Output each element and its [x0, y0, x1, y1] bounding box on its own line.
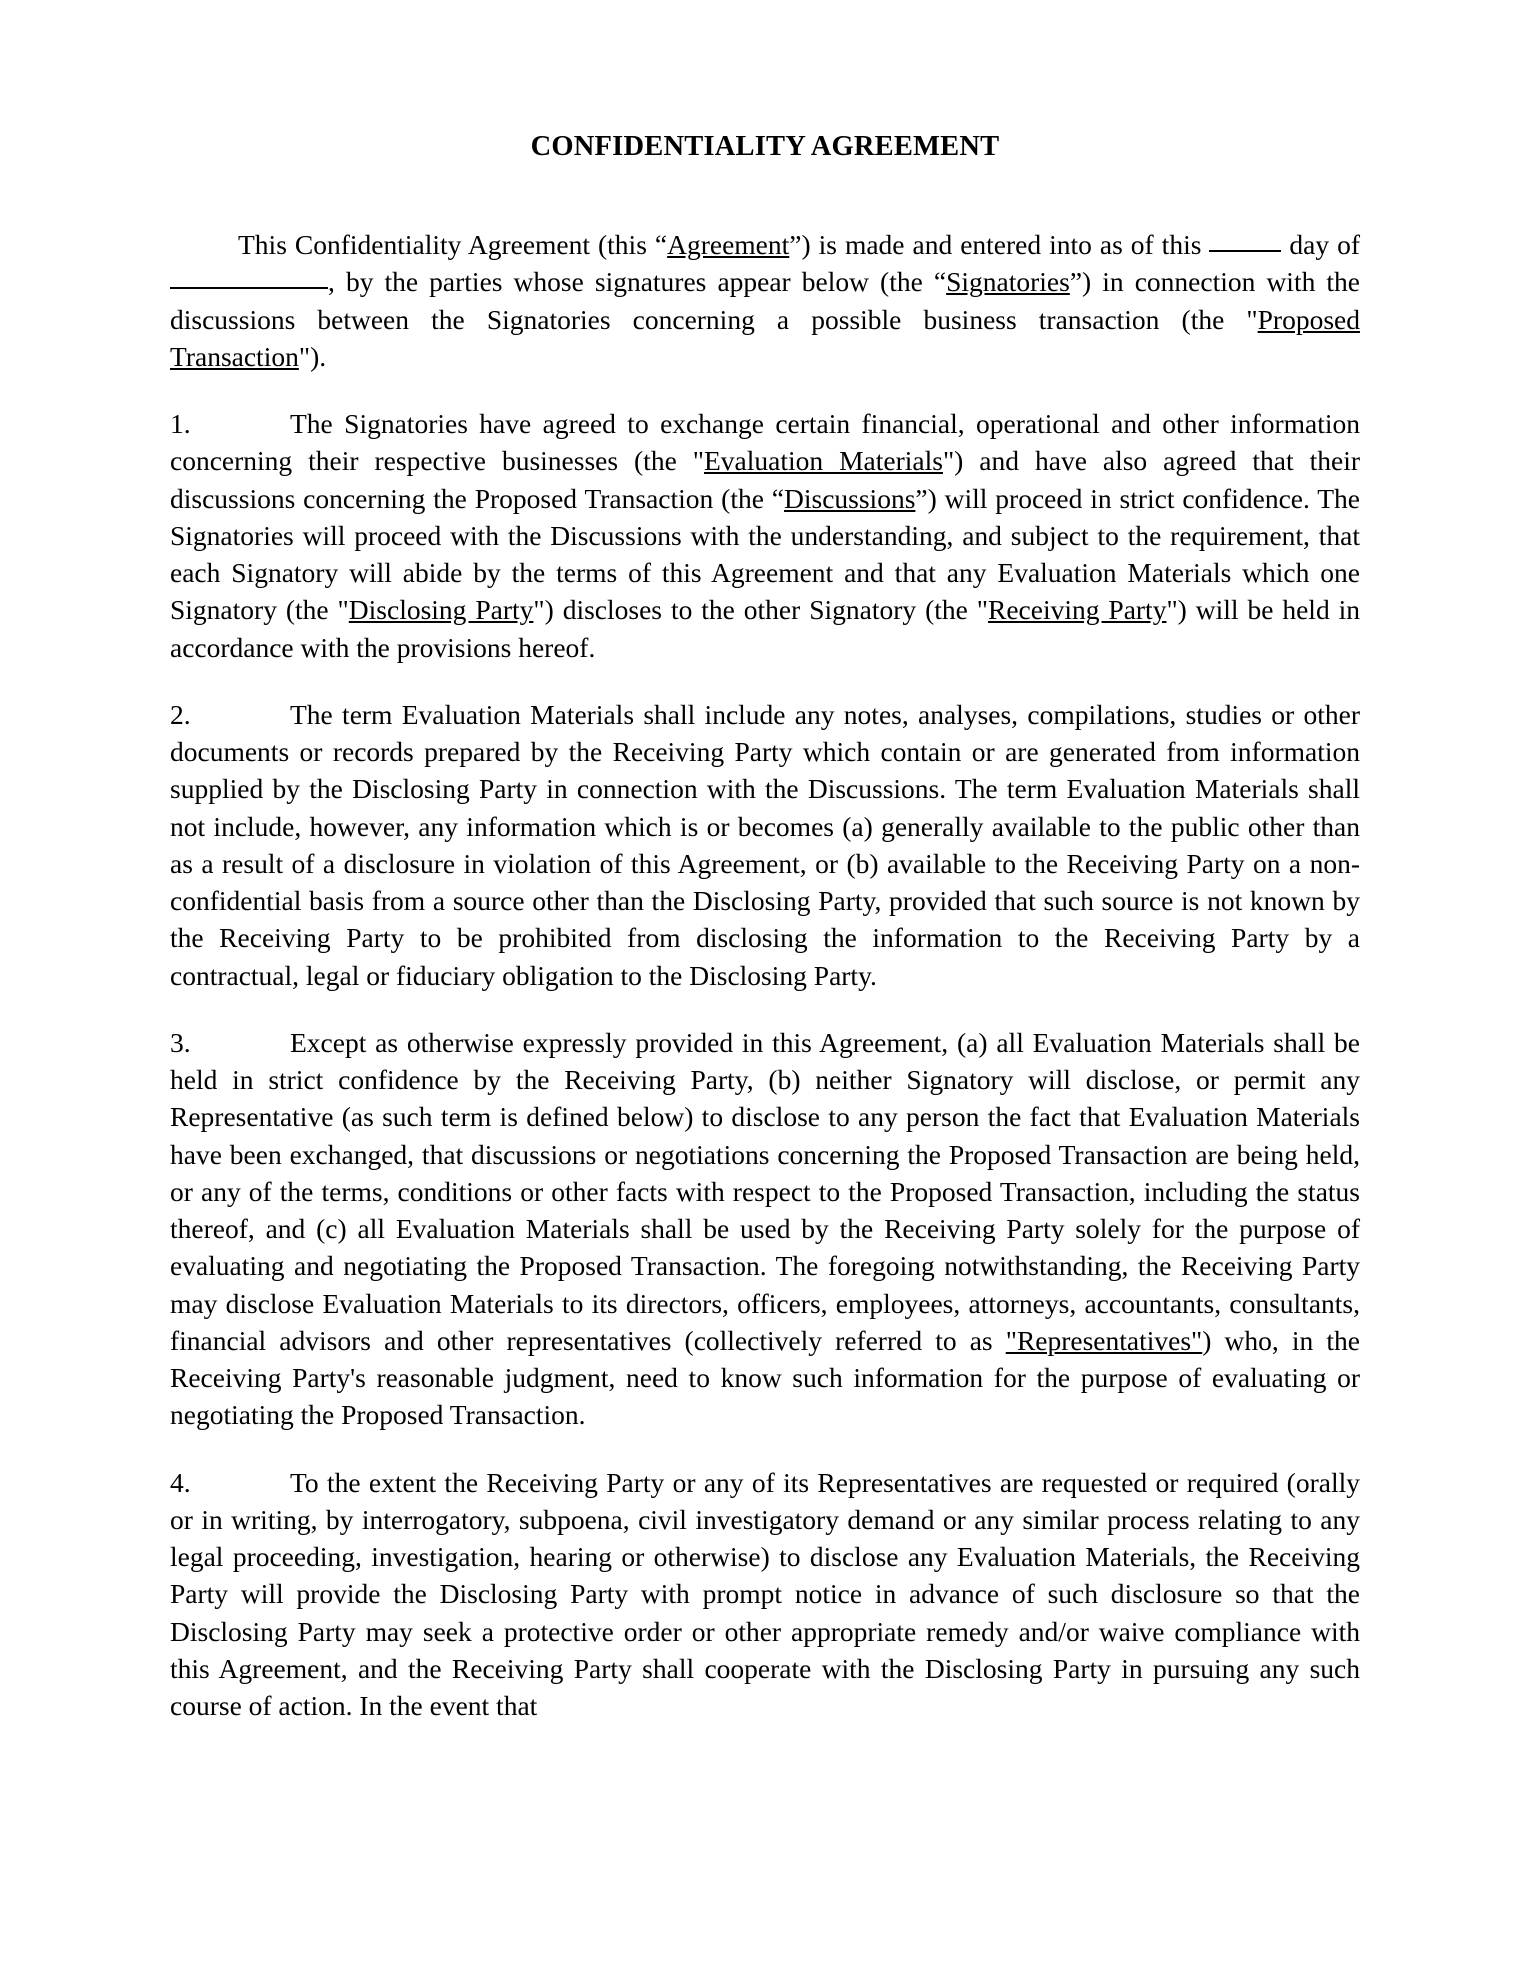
clause-number-2: 2.: [170, 698, 191, 730]
clause-3-text-1: Except as otherwise expressly provided in this Agreement, (a) all Evaluation Materials shall be held in strict confidence by the Receiving Party, (b) neither Signatory will disclose, or permit any Representative (as such term is defined below) to disclose to any person the fact that Evaluation Materials have been exchanged, that discussions or negotiations concerning the Proposed Transaction are being held, or any of the terms, conditions or other facts with respect to the Proposed Transaction, including the status thereof, and (c) all Evaluation Materials shall be used by the Receiving Party solely for the purpose of evaluating and negotiating the Proposed Transaction. The foregoing notwithstanding, the Receiving Party may disclose Evaluation Materials to its directors, officers, employees, attorneys, accountants, consultants, financial advisors and other representatives (collectively referred to as: [170, 1026, 1360, 1356]
page-title: CONFIDENTIALITY AGREEMENT: [530, 131, 1000, 162]
clause-1: [170, 405, 1360, 666]
defined-term-representatives: "Representatives": [1005, 1324, 1203, 1356]
clause-number-4: 4.: [170, 1466, 191, 1498]
defined-term-disclosing-party: Disclosing Party: [348, 594, 534, 626]
blank-day-field[interactable]: [1209, 250, 1281, 252]
clause-2-text-1: The term Evaluation Materials shall include any notes, analyses, compilations, studies or other documents or records prepared by the Receiving Party which contain or are generated from information supplied by the Disclosing Party in connection with the Discussions. The term Evaluation Materials shall not include, however, any information which is or becomes (a) generally available to the public other than as a result of a disclosure in violation of this Agreement, or (b) available to the Receiving Party on a non-confidential basis from a source other than the Disclosing Party, provided that such source is not known by the Receiving Party to be prohibited from disclosing the information to the Receiving Party by a contractual, legal or fiduciary obligation to the Disclosing Party.: [170, 698, 1360, 991]
clause-1-text-5: ") will be held in accordance with the provisions hereof.: [170, 594, 1361, 663]
paragraph-intro: [170, 226, 1360, 375]
intro-text-6: ").: [298, 340, 327, 372]
clause-1-text-4: ") discloses to the other Signatory (the ": [533, 594, 988, 626]
defined-term-signatories: Signatories: [946, 266, 1070, 298]
clause-3-text-2: ) who, in the Receiving Party's reasonable judgment, need to know such information for the purpose of evaluating or negotiating the Proposed Transaction.: [170, 1324, 1360, 1431]
clause-3: [170, 1024, 1360, 1434]
clause-4-text-1: To the extent the Receiving Party or any of its Representatives are requested or required (orally or in writing, by interrogatory, subpoena, civil investigatory demand or any similar process relating to any legal proceeding, investigation, hearing or otherwise) to disclose any Evaluation Materials, the Receiving Party will provide the Disclosing Party with prompt notice in advance of such disclosure so that the Disclosing Party may seek a protective order or other appropriate remedy and/or waive compliance with this Agreement, and the Receiving Party shall cooperate with the Disclosing Party in pursuing any such course of action. In the event that: [170, 1466, 1360, 1722]
defined-term-agreement: Agreement: [667, 229, 790, 261]
intro-text-4: , by the parties whose signatures appear below (the “: [328, 266, 947, 298]
defined-term-receiving-party: Receiving Party: [987, 594, 1167, 626]
clause-1-text-2: ") and have also agreed that their discussions concerning the Proposed Transaction (the “: [170, 445, 1360, 514]
intro-text-2: ”) is made and entered into as of this: [789, 229, 1210, 261]
clause-4: [170, 1464, 1360, 1725]
intro-text-5: ”) in connection with the discussions between the Signatories concerning a possible business transaction (the ": [170, 266, 1360, 335]
clause-1-text-1: The Signatories have agreed to exchange certain financial, operational and other information concerning their respective businesses (the ": [170, 408, 1360, 477]
defined-term-evaluation-materials: Evaluation Materials: [703, 445, 943, 477]
defined-term-proposed-transaction: Proposed Transaction: [170, 303, 1360, 372]
blank-month-field[interactable]: [170, 287, 328, 289]
clause-number-1: 1.: [170, 408, 191, 440]
clause-1-text-3: ”) will proceed in strict confidence. The Signatories will proceed with the Discussions with the understanding, and subject to the requirement, that each Signatory will abide by the terms of this Agreement and that any Evaluation Materials which one Signatory (the ": [170, 482, 1360, 626]
intro-text-1: This Confidentiality Agreement (this “: [238, 229, 668, 261]
defined-term-discussions: Discussions: [784, 482, 916, 514]
clause-2: [170, 696, 1360, 994]
intro-text-3: day of: [1281, 229, 1360, 261]
clause-number-3: 3.: [170, 1026, 191, 1058]
